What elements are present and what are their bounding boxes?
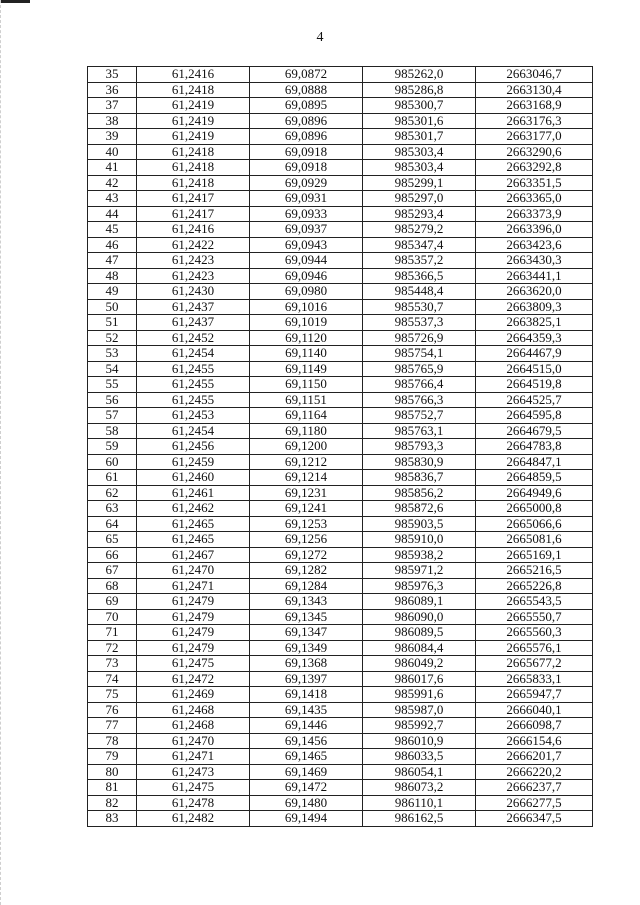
x-coordinate-cell: 985301,7 xyxy=(363,129,476,145)
longitude-cell: 69,1231 xyxy=(250,485,363,501)
latitude-cell: 61,2468 xyxy=(137,718,250,734)
longitude-cell: 69,1343 xyxy=(250,594,363,610)
y-coordinate-cell: 2663396,0 xyxy=(476,222,593,238)
x-coordinate-cell: 985872,6 xyxy=(363,501,476,517)
x-coordinate-cell: 985971,2 xyxy=(363,563,476,579)
longitude-cell: 69,1465 xyxy=(250,749,363,765)
y-coordinate-cell: 2663177,0 xyxy=(476,129,593,145)
y-coordinate-cell: 2664859,5 xyxy=(476,470,593,486)
scan-edge xyxy=(0,0,3,905)
point-number-cell: 68 xyxy=(88,578,137,594)
table-row xyxy=(88,98,593,114)
page-number: 4 xyxy=(316,30,324,45)
point-number-cell: 63 xyxy=(88,501,137,517)
point-number-cell: 52 xyxy=(88,330,137,346)
x-coordinate-cell: 985766,3 xyxy=(363,392,476,408)
longitude-cell: 69,0896 xyxy=(250,113,363,129)
table-row xyxy=(88,191,593,207)
table-row xyxy=(88,656,593,672)
y-coordinate-cell: 2666347,5 xyxy=(476,811,593,827)
y-coordinate-cell: 2663620,0 xyxy=(476,284,593,300)
table-row xyxy=(88,129,593,145)
latitude-cell: 61,2423 xyxy=(137,253,250,269)
x-coordinate-cell: 985448,4 xyxy=(363,284,476,300)
latitude-cell: 61,2455 xyxy=(137,361,250,377)
latitude-cell: 61,2423 xyxy=(137,268,250,284)
table-row xyxy=(88,470,593,486)
point-number-cell: 45 xyxy=(88,222,137,238)
x-coordinate-cell: 986017,6 xyxy=(363,671,476,687)
y-coordinate-cell: 2664519,8 xyxy=(476,377,593,393)
x-coordinate-cell: 986110,1 xyxy=(363,795,476,811)
latitude-cell: 61,2469 xyxy=(137,687,250,703)
y-coordinate-cell: 2664515,0 xyxy=(476,361,593,377)
longitude-cell: 69,1397 xyxy=(250,671,363,687)
x-coordinate-cell: 985262,0 xyxy=(363,67,476,83)
longitude-cell: 69,1019 xyxy=(250,315,363,331)
y-coordinate-cell: 2663290,6 xyxy=(476,144,593,160)
table-row xyxy=(88,268,593,284)
latitude-cell: 61,2462 xyxy=(137,501,250,517)
x-coordinate-cell: 985754,1 xyxy=(363,346,476,362)
y-coordinate-cell: 2664949,6 xyxy=(476,485,593,501)
latitude-cell: 61,2416 xyxy=(137,222,250,238)
table-row xyxy=(88,439,593,455)
latitude-cell: 61,2417 xyxy=(137,206,250,222)
longitude-cell: 69,0918 xyxy=(250,144,363,160)
longitude-cell: 69,1150 xyxy=(250,377,363,393)
latitude-cell: 61,2475 xyxy=(137,780,250,796)
longitude-cell: 69,1164 xyxy=(250,408,363,424)
latitude-cell: 61,2455 xyxy=(137,377,250,393)
table-row xyxy=(88,532,593,548)
longitude-cell: 69,1446 xyxy=(250,718,363,734)
table-row xyxy=(88,315,593,331)
y-coordinate-cell: 2663292,8 xyxy=(476,160,593,176)
point-number-cell: 75 xyxy=(88,687,137,703)
x-coordinate-cell: 986090,0 xyxy=(363,609,476,625)
y-coordinate-cell: 2666201,7 xyxy=(476,749,593,765)
table-row xyxy=(88,113,593,129)
y-coordinate-cell: 2665000,8 xyxy=(476,501,593,517)
latitude-cell: 61,2470 xyxy=(137,733,250,749)
point-number-cell: 48 xyxy=(88,268,137,284)
point-number-cell: 50 xyxy=(88,299,137,315)
table-row xyxy=(88,811,593,827)
longitude-cell: 69,1212 xyxy=(250,454,363,470)
table-row xyxy=(88,485,593,501)
longitude-cell: 69,0943 xyxy=(250,237,363,253)
table-row xyxy=(88,764,593,780)
x-coordinate-cell: 985293,4 xyxy=(363,206,476,222)
table-row xyxy=(88,253,593,269)
x-coordinate-cell: 985301,6 xyxy=(363,113,476,129)
point-number-cell: 47 xyxy=(88,253,137,269)
point-number-cell: 40 xyxy=(88,144,137,160)
table-row xyxy=(88,361,593,377)
longitude-cell: 69,1214 xyxy=(250,470,363,486)
latitude-cell: 61,2437 xyxy=(137,299,250,315)
y-coordinate-cell: 2663430,3 xyxy=(476,253,593,269)
point-number-cell: 42 xyxy=(88,175,137,191)
y-coordinate-cell: 2663046,7 xyxy=(476,67,593,83)
latitude-cell: 61,2417 xyxy=(137,191,250,207)
table-row xyxy=(88,237,593,253)
x-coordinate-cell: 986033,5 xyxy=(363,749,476,765)
table-row xyxy=(88,299,593,315)
table-row xyxy=(88,609,593,625)
x-coordinate-cell: 985763,1 xyxy=(363,423,476,439)
point-number-cell: 71 xyxy=(88,625,137,641)
y-coordinate-cell: 2665216,5 xyxy=(476,563,593,579)
table-row xyxy=(88,175,593,191)
table-row xyxy=(88,594,593,610)
latitude-cell: 61,2453 xyxy=(137,408,250,424)
x-coordinate-cell: 985347,4 xyxy=(363,237,476,253)
latitude-cell: 61,2418 xyxy=(137,175,250,191)
longitude-cell: 69,1418 xyxy=(250,687,363,703)
x-coordinate-cell: 985976,3 xyxy=(363,578,476,594)
x-coordinate-cell: 985766,4 xyxy=(363,377,476,393)
point-number-cell: 60 xyxy=(88,454,137,470)
longitude-cell: 69,0918 xyxy=(250,160,363,176)
longitude-cell: 69,1200 xyxy=(250,439,363,455)
x-coordinate-cell: 985537,3 xyxy=(363,315,476,331)
longitude-cell: 69,1368 xyxy=(250,656,363,672)
longitude-cell: 69,1149 xyxy=(250,361,363,377)
table-row xyxy=(88,718,593,734)
latitude-cell: 61,2471 xyxy=(137,749,250,765)
y-coordinate-cell: 2663168,9 xyxy=(476,98,593,114)
y-coordinate-cell: 2664467,9 xyxy=(476,346,593,362)
point-number-cell: 70 xyxy=(88,609,137,625)
point-number-cell: 59 xyxy=(88,439,137,455)
table-row xyxy=(88,454,593,470)
latitude-cell: 61,2479 xyxy=(137,594,250,610)
point-number-cell: 46 xyxy=(88,237,137,253)
longitude-cell: 69,1140 xyxy=(250,346,363,362)
point-number-cell: 56 xyxy=(88,392,137,408)
point-number-cell: 66 xyxy=(88,547,137,563)
longitude-cell: 69,0946 xyxy=(250,268,363,284)
x-coordinate-cell: 986073,2 xyxy=(363,780,476,796)
longitude-cell: 69,1151 xyxy=(250,392,363,408)
point-number-cell: 62 xyxy=(88,485,137,501)
point-number-cell: 54 xyxy=(88,361,137,377)
longitude-cell: 69,0937 xyxy=(250,222,363,238)
y-coordinate-cell: 2666154,6 xyxy=(476,733,593,749)
x-coordinate-cell: 985938,2 xyxy=(363,547,476,563)
point-number-cell: 53 xyxy=(88,346,137,362)
point-number-cell: 38 xyxy=(88,113,137,129)
table-row xyxy=(88,563,593,579)
x-coordinate-cell: 986049,2 xyxy=(363,656,476,672)
latitude-cell: 61,2418 xyxy=(137,160,250,176)
longitude-cell: 69,0933 xyxy=(250,206,363,222)
table-row xyxy=(88,687,593,703)
longitude-cell: 69,1349 xyxy=(250,640,363,656)
point-number-cell: 78 xyxy=(88,733,137,749)
x-coordinate-cell: 985297,0 xyxy=(363,191,476,207)
point-number-cell: 49 xyxy=(88,284,137,300)
point-number-cell: 79 xyxy=(88,749,137,765)
x-coordinate-cell: 985765,9 xyxy=(363,361,476,377)
latitude-cell: 61,2456 xyxy=(137,439,250,455)
y-coordinate-cell: 2664847,1 xyxy=(476,454,593,470)
latitude-cell: 61,2418 xyxy=(137,144,250,160)
point-number-cell: 74 xyxy=(88,671,137,687)
point-number-cell: 51 xyxy=(88,315,137,331)
x-coordinate-cell: 985357,2 xyxy=(363,253,476,269)
latitude-cell: 61,2454 xyxy=(137,423,250,439)
table-row xyxy=(88,222,593,238)
top-rule xyxy=(0,0,30,3)
table-row xyxy=(88,284,593,300)
y-coordinate-cell: 2663809,3 xyxy=(476,299,593,315)
latitude-cell: 61,2416 xyxy=(137,67,250,83)
y-coordinate-cell: 2664783,8 xyxy=(476,439,593,455)
point-number-cell: 67 xyxy=(88,563,137,579)
latitude-cell: 61,2455 xyxy=(137,392,250,408)
table-row xyxy=(88,392,593,408)
y-coordinate-cell: 2665947,7 xyxy=(476,687,593,703)
longitude-cell: 69,1253 xyxy=(250,516,363,532)
longitude-cell: 69,1494 xyxy=(250,811,363,827)
y-coordinate-cell: 2665226,8 xyxy=(476,578,593,594)
x-coordinate-cell: 985299,1 xyxy=(363,175,476,191)
table-row xyxy=(88,423,593,439)
y-coordinate-cell: 2663825,1 xyxy=(476,315,593,331)
y-coordinate-cell: 2663351,5 xyxy=(476,175,593,191)
x-coordinate-cell: 985303,4 xyxy=(363,160,476,176)
x-coordinate-cell: 986089,1 xyxy=(363,594,476,610)
point-number-cell: 82 xyxy=(88,795,137,811)
latitude-cell: 61,2422 xyxy=(137,237,250,253)
x-coordinate-cell: 985910,0 xyxy=(363,532,476,548)
y-coordinate-cell: 2666237,7 xyxy=(476,780,593,796)
table-row xyxy=(88,67,593,83)
y-coordinate-cell: 2665677,2 xyxy=(476,656,593,672)
x-coordinate-cell: 985752,7 xyxy=(363,408,476,424)
table-row xyxy=(88,408,593,424)
x-coordinate-cell: 985991,6 xyxy=(363,687,476,703)
point-number-cell: 55 xyxy=(88,377,137,393)
latitude-cell: 61,2468 xyxy=(137,702,250,718)
table-row xyxy=(88,702,593,718)
table-row xyxy=(88,501,593,517)
latitude-cell: 61,2459 xyxy=(137,454,250,470)
x-coordinate-cell: 985836,7 xyxy=(363,470,476,486)
latitude-cell: 61,2460 xyxy=(137,470,250,486)
point-number-cell: 44 xyxy=(88,206,137,222)
y-coordinate-cell: 2663373,9 xyxy=(476,206,593,222)
y-coordinate-cell: 2665576,1 xyxy=(476,640,593,656)
table-row xyxy=(88,144,593,160)
point-number-cell: 43 xyxy=(88,191,137,207)
table-row xyxy=(88,795,593,811)
y-coordinate-cell: 2664679,5 xyxy=(476,423,593,439)
table-row xyxy=(88,160,593,176)
x-coordinate-cell: 985530,7 xyxy=(363,299,476,315)
table-row xyxy=(88,733,593,749)
longitude-cell: 69,1272 xyxy=(250,547,363,563)
point-number-cell: 76 xyxy=(88,702,137,718)
latitude-cell: 61,2461 xyxy=(137,485,250,501)
point-number-cell: 41 xyxy=(88,160,137,176)
longitude-cell: 69,0980 xyxy=(250,284,363,300)
latitude-cell: 61,2479 xyxy=(137,640,250,656)
latitude-cell: 61,2479 xyxy=(137,625,250,641)
longitude-cell: 69,1120 xyxy=(250,330,363,346)
y-coordinate-cell: 2663176,3 xyxy=(476,113,593,129)
y-coordinate-cell: 2663423,6 xyxy=(476,237,593,253)
longitude-cell: 69,1282 xyxy=(250,563,363,579)
y-coordinate-cell: 2663365,0 xyxy=(476,191,593,207)
longitude-cell: 69,1284 xyxy=(250,578,363,594)
latitude-cell: 61,2478 xyxy=(137,795,250,811)
table-row xyxy=(88,547,593,563)
latitude-cell: 61,2473 xyxy=(137,764,250,780)
y-coordinate-cell: 2666040,1 xyxy=(476,702,593,718)
x-coordinate-cell: 986010,9 xyxy=(363,733,476,749)
x-coordinate-cell: 986084,4 xyxy=(363,640,476,656)
latitude-cell: 61,2479 xyxy=(137,609,250,625)
point-number-cell: 77 xyxy=(88,718,137,734)
longitude-cell: 69,1347 xyxy=(250,625,363,641)
longitude-cell: 69,0929 xyxy=(250,175,363,191)
longitude-cell: 69,0895 xyxy=(250,98,363,114)
point-number-cell: 72 xyxy=(88,640,137,656)
latitude-cell: 61,2419 xyxy=(137,113,250,129)
y-coordinate-cell: 2665543,5 xyxy=(476,594,593,610)
x-coordinate-cell: 985300,7 xyxy=(363,98,476,114)
latitude-cell: 61,2472 xyxy=(137,671,250,687)
latitude-cell: 61,2470 xyxy=(137,563,250,579)
longitude-cell: 69,1472 xyxy=(250,780,363,796)
point-number-cell: 83 xyxy=(88,811,137,827)
point-number-cell: 73 xyxy=(88,656,137,672)
point-number-cell: 80 xyxy=(88,764,137,780)
longitude-cell: 69,1435 xyxy=(250,702,363,718)
y-coordinate-cell: 2664525,7 xyxy=(476,392,593,408)
latitude-cell: 61,2482 xyxy=(137,811,250,827)
point-number-cell: 39 xyxy=(88,129,137,145)
y-coordinate-cell: 2665833,1 xyxy=(476,671,593,687)
point-number-cell: 58 xyxy=(88,423,137,439)
longitude-cell: 69,1016 xyxy=(250,299,363,315)
table-row xyxy=(88,377,593,393)
latitude-cell: 61,2465 xyxy=(137,516,250,532)
longitude-cell: 69,0872 xyxy=(250,67,363,83)
x-coordinate-cell: 985903,5 xyxy=(363,516,476,532)
table-row xyxy=(88,346,593,362)
point-number-cell: 69 xyxy=(88,594,137,610)
y-coordinate-cell: 2665550,7 xyxy=(476,609,593,625)
table-row xyxy=(88,330,593,346)
x-coordinate-cell: 985987,0 xyxy=(363,702,476,718)
y-coordinate-cell: 2663441,1 xyxy=(476,268,593,284)
x-coordinate-cell: 986089,5 xyxy=(363,625,476,641)
y-coordinate-cell: 2666098,7 xyxy=(476,718,593,734)
latitude-cell: 61,2465 xyxy=(137,532,250,548)
longitude-cell: 69,1345 xyxy=(250,609,363,625)
longitude-cell: 69,0944 xyxy=(250,253,363,269)
longitude-cell: 69,1241 xyxy=(250,501,363,517)
y-coordinate-cell: 2666277,5 xyxy=(476,795,593,811)
point-number-cell: 65 xyxy=(88,532,137,548)
latitude-cell: 61,2454 xyxy=(137,346,250,362)
latitude-cell: 61,2475 xyxy=(137,656,250,672)
point-number-cell: 64 xyxy=(88,516,137,532)
table-row xyxy=(88,749,593,765)
table-row xyxy=(88,640,593,656)
longitude-cell: 69,1480 xyxy=(250,795,363,811)
table-row xyxy=(88,671,593,687)
longitude-cell: 69,0888 xyxy=(250,82,363,98)
x-coordinate-cell: 985856,2 xyxy=(363,485,476,501)
y-coordinate-cell: 2665081,6 xyxy=(476,532,593,548)
longitude-cell: 69,1180 xyxy=(250,423,363,439)
longitude-cell: 69,1256 xyxy=(250,532,363,548)
y-coordinate-cell: 2664359,3 xyxy=(476,330,593,346)
point-number-cell: 35 xyxy=(88,67,137,83)
x-coordinate-cell: 985366,5 xyxy=(363,268,476,284)
x-coordinate-cell: 986054,1 xyxy=(363,764,476,780)
point-number-cell: 36 xyxy=(88,82,137,98)
x-coordinate-cell: 985303,4 xyxy=(363,144,476,160)
point-number-cell: 37 xyxy=(88,98,137,114)
x-coordinate-cell: 985793,3 xyxy=(363,439,476,455)
x-coordinate-cell: 986162,5 xyxy=(363,811,476,827)
latitude-cell: 61,2419 xyxy=(137,129,250,145)
latitude-cell: 61,2452 xyxy=(137,330,250,346)
x-coordinate-cell: 985830,9 xyxy=(363,454,476,470)
table-row xyxy=(88,625,593,641)
point-number-cell: 61 xyxy=(88,470,137,486)
table-row xyxy=(88,780,593,796)
table-row xyxy=(88,578,593,594)
longitude-cell: 69,1469 xyxy=(250,764,363,780)
longitude-cell: 69,1456 xyxy=(250,733,363,749)
coordinates-table xyxy=(87,66,593,827)
latitude-cell: 61,2418 xyxy=(137,82,250,98)
table-row xyxy=(88,516,593,532)
x-coordinate-cell: 985286,8 xyxy=(363,82,476,98)
x-coordinate-cell: 985726,9 xyxy=(363,330,476,346)
point-number-cell: 81 xyxy=(88,780,137,796)
table-row xyxy=(88,206,593,222)
y-coordinate-cell: 2663130,4 xyxy=(476,82,593,98)
y-coordinate-cell: 2665560,3 xyxy=(476,625,593,641)
point-number-cell: 57 xyxy=(88,408,137,424)
latitude-cell: 61,2419 xyxy=(137,98,250,114)
y-coordinate-cell: 2665066,6 xyxy=(476,516,593,532)
y-coordinate-cell: 2666220,2 xyxy=(476,764,593,780)
latitude-cell: 61,2471 xyxy=(137,578,250,594)
x-coordinate-cell: 985992,7 xyxy=(363,718,476,734)
longitude-cell: 69,0896 xyxy=(250,129,363,145)
coordinates-table-body xyxy=(88,67,593,827)
y-coordinate-cell: 2665169,1 xyxy=(476,547,593,563)
latitude-cell: 61,2430 xyxy=(137,284,250,300)
y-coordinate-cell: 2664595,8 xyxy=(476,408,593,424)
latitude-cell: 61,2437 xyxy=(137,315,250,331)
x-coordinate-cell: 985279,2 xyxy=(363,222,476,238)
longitude-cell: 69,0931 xyxy=(250,191,363,207)
table-row xyxy=(88,82,593,98)
latitude-cell: 61,2467 xyxy=(137,547,250,563)
